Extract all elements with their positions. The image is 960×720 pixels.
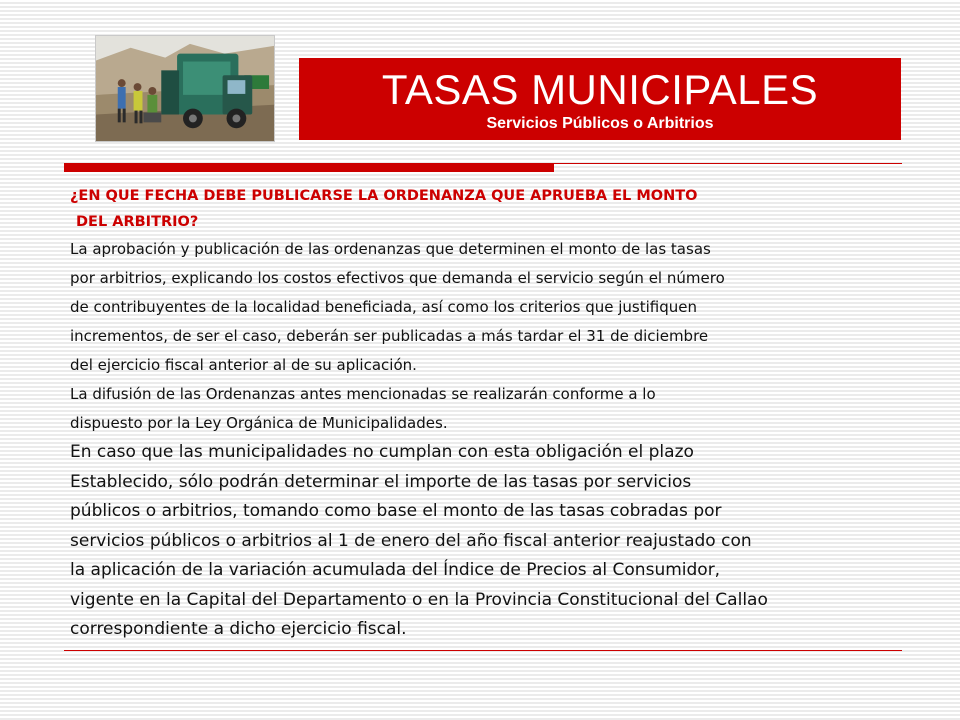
- paragraph-publication: [70, 235, 910, 380]
- text-line: dispuesto por la Ley Orgánica de Municipalidades.: [70, 414, 448, 432]
- title-banner: [299, 58, 901, 140]
- divider-accent: [64, 164, 554, 172]
- page-title: TASAS MUNICIPALES: [381, 66, 819, 113]
- text-line: servicios públicos o arbitrios al 1 de enero del año fiscal anterior reajustado con: [70, 530, 752, 551]
- paragraph-noncompliance: [70, 438, 910, 645]
- text-line: En caso que las municipalidades no cumplan con esta obligación el plazo: [70, 442, 694, 462]
- text-line: de contribuyentes de la localidad beneficiada, así como los criterios que justifiquen: [70, 298, 697, 316]
- text-line: incrementos, de ser el caso, deberán ser publicadas a más tardar el 31 de diciembre: [70, 327, 709, 345]
- question-line: DEL ARBITRIO?: [76, 214, 199, 230]
- garbage-truck-icon: [96, 36, 274, 141]
- text-line: vigente en la Capital del Departamento o en la Provincia Constitucional del Callao: [70, 589, 768, 610]
- text-line: por arbitrios, explicando los costos efectivos que demanda el servicio según el número: [70, 269, 725, 287]
- paragraph-diffusion: [70, 380, 910, 438]
- text-line: públicos o arbitrios, tomando como base el monto de las tasas cobradas por: [70, 501, 722, 521]
- page-subtitle: Servicios Públicos o Arbitrios: [486, 115, 714, 132]
- content-body: [70, 183, 910, 645]
- divider-bottom: [64, 650, 902, 651]
- text-line: correspondiente a dicho ejercicio fiscal.: [70, 619, 407, 639]
- text-line: La aprobación y publicación de las ordenanzas que determinen el monto de las tasas: [70, 240, 711, 258]
- question-line: ¿EN QUE FECHA DEBE PUBLICARSE LA ORDENANZA QUE APRUEBA EL MONTO: [70, 188, 698, 204]
- text-line: Establecido, sólo podrán determinar el importe de las tasas por servicios: [70, 471, 692, 492]
- question-heading: [70, 183, 910, 235]
- garbage-truck-photo: [95, 35, 275, 142]
- text-line: del ejercicio fiscal anterior al de su aplicación.: [70, 356, 417, 374]
- text-line: la aplicación de la variación acumulada del Índice de Precios al Consumidor,: [70, 560, 721, 580]
- text-line: La difusión de las Ordenanzas antes mencionadas se realizarán conforme a lo: [70, 385, 656, 403]
